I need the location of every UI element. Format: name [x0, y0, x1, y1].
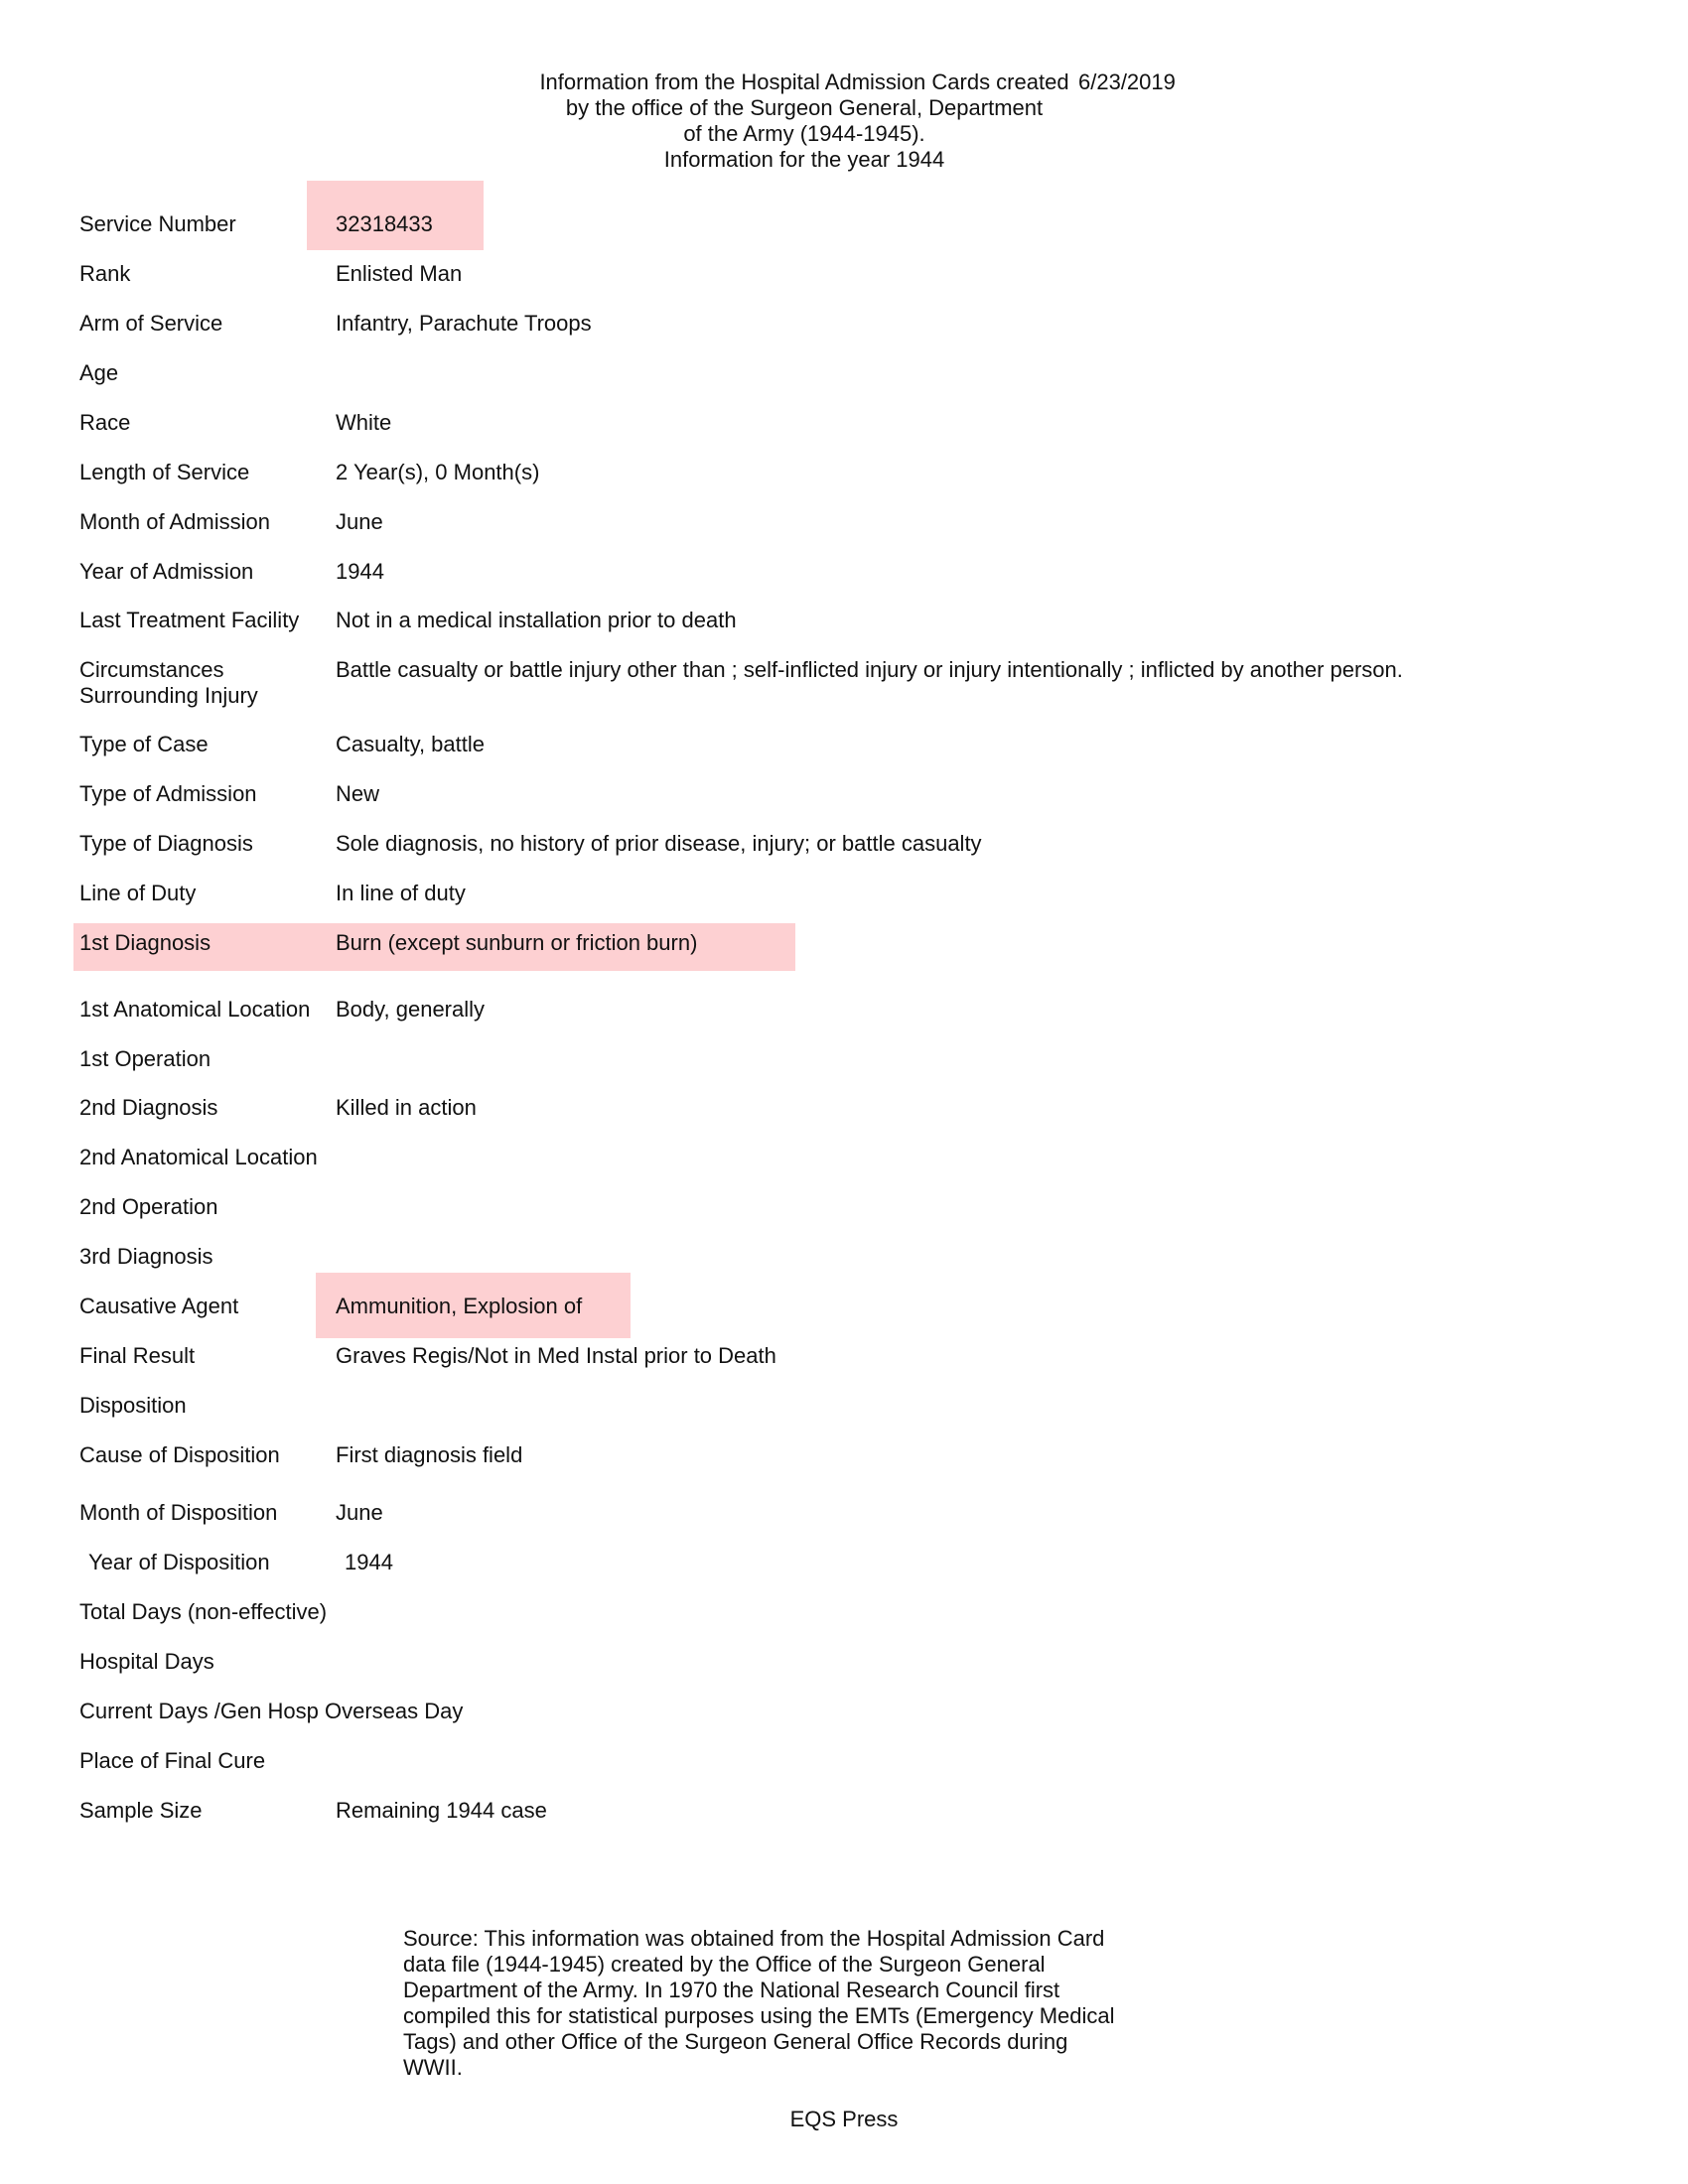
field-row: [79, 1599, 1628, 1649]
field-label: Month of Disposition: [79, 1500, 278, 1525]
field-label: 1st Diagnosis: [79, 930, 211, 955]
field-label-line: Circumstances: [79, 657, 224, 682]
field-label: Hospital Days: [79, 1649, 214, 1674]
field-row: [79, 1046, 1628, 1096]
field-row: [79, 1145, 1628, 1194]
field-value: 32318433: [336, 211, 433, 236]
field-label: Sample Size: [79, 1798, 203, 1823]
header-line: by the office of the Surgeon General, Department: [565, 95, 1044, 120]
field-row: [79, 732, 1628, 781]
field-label: Current Days /Gen Hosp Overseas Day: [79, 1699, 464, 1723]
field-row: [79, 1294, 1628, 1343]
field-row: [79, 1244, 1628, 1294]
field-label: Cause of Disposition: [79, 1442, 280, 1467]
field-row: [79, 997, 1628, 1046]
field-label: Month of Admission: [79, 509, 270, 534]
field-row: [79, 1343, 1628, 1393]
source-line: data file (1944-1945) created by the Office of the Surgeon General: [403, 1952, 1046, 1977]
field-value: 2 Year(s), 0 Month(s): [336, 460, 540, 484]
field-value: Killed in action: [336, 1095, 477, 1120]
field-value: Body, generally: [336, 997, 486, 1022]
field-row: [79, 1095, 1628, 1145]
field-value: Battle casualty or battle injury other than ; self-inflicted injury or injury intentionally ; inflicted by another person.: [336, 657, 1403, 682]
field-label: Type of Admission: [79, 781, 257, 806]
field-label: Service Number: [79, 211, 236, 236]
publisher-footer: EQS Press: [789, 2107, 899, 2131]
field-value: Enlisted Man: [336, 261, 463, 286]
source-line: Department of the Army. In 1970 the National Research Council first: [403, 1978, 1060, 2002]
field-label: Year of Disposition: [88, 1550, 270, 1574]
field-value: 1944: [345, 1550, 393, 1574]
field-row: [79, 930, 1628, 980]
source-note: [403, 1926, 1158, 2081]
field-value: June: [336, 509, 383, 534]
field-label: Disposition: [79, 1393, 187, 1418]
field-row: [79, 360, 1628, 410]
field-row: [79, 1699, 1628, 1748]
field-row: [79, 1393, 1628, 1442]
field-row: [79, 1550, 1628, 1599]
field-label: Total Days (non-effective): [79, 1599, 328, 1624]
field-value: Graves Regis/Not in Med Instal prior to Death: [336, 1343, 776, 1368]
header-line: of the Army (1944-1945).: [683, 121, 925, 146]
field-row: [79, 311, 1628, 360]
field-row: [79, 781, 1628, 831]
field-value: Not in a medical installation prior to death: [336, 608, 737, 632]
field-row: [79, 410, 1628, 460]
source-line: Tags) and other Office of the Surgeon General Office Records during: [403, 2029, 1068, 2054]
field-label: Final Result: [79, 1343, 196, 1368]
field-value: New: [336, 781, 380, 806]
field-row: [79, 1442, 1628, 1492]
header-line: Information from the Hospital Admission Cards created: [539, 69, 1069, 94]
field-label: 2nd Anatomical Location: [79, 1145, 318, 1169]
field-row: [79, 509, 1628, 559]
field-value: Burn (except sunburn or friction burn): [336, 930, 698, 955]
field-row: [79, 1500, 1628, 1550]
field-label: 1st Anatomical Location: [79, 997, 311, 1022]
field-row: [79, 559, 1628, 609]
field-label: Place of Final Cure: [79, 1748, 266, 1773]
field-row: [79, 1748, 1628, 1798]
field-label: 2nd Operation: [79, 1194, 218, 1219]
field-value: First diagnosis field: [336, 1442, 523, 1467]
field-label: Race: [79, 410, 131, 435]
field-row: [79, 261, 1628, 311]
field-value: White: [336, 410, 392, 435]
field-value: Casualty, battle: [336, 732, 486, 756]
field-label: 3rd Diagnosis: [79, 1244, 213, 1269]
field-value: 1944: [336, 559, 384, 584]
field-row: [79, 608, 1628, 657]
field-value: June: [336, 1500, 383, 1525]
field-label: 2nd Diagnosis: [79, 1095, 218, 1120]
field-row: [79, 881, 1628, 930]
field-label: Arm of Service: [79, 311, 223, 336]
field-label: Type of Diagnosis: [79, 831, 253, 856]
field-label: Age: [79, 360, 119, 385]
field-row: [79, 211, 1628, 261]
field-label: Rank: [79, 261, 131, 286]
print-date: 6/23/2019: [1078, 69, 1176, 94]
source-line: Source: This information was obtained from the Hospital Admission Card: [403, 1926, 1105, 1951]
field-label: [79, 657, 258, 709]
field-row: [79, 1649, 1628, 1699]
field-value: In line of duty: [336, 881, 466, 905]
document-header: [457, 69, 1152, 173]
field-row: [79, 831, 1628, 881]
field-value: Sole diagnosis, no history of prior disease, injury; or battle casualty: [336, 831, 982, 856]
source-line: WWII.: [403, 2055, 463, 2080]
field-value: Ammunition, Explosion of: [336, 1294, 583, 1318]
field-row: [79, 460, 1628, 509]
field-label: 1st Operation: [79, 1046, 211, 1071]
field-row: [79, 1194, 1628, 1244]
field-label: Year of Admission: [79, 559, 254, 584]
source-line: compiled this for statistical purposes using the EMTs (Emergency Medical: [403, 2003, 1115, 2028]
field-row: [79, 1798, 1628, 1847]
field-label: Length of Service: [79, 460, 250, 484]
field-label-line: Surrounding Injury: [79, 683, 258, 708]
field-label: Type of Case: [79, 732, 209, 756]
header-line: Information for the year 1944: [663, 147, 945, 172]
field-value: Remaining 1944 case: [336, 1798, 547, 1823]
field-label: Line of Duty: [79, 881, 197, 905]
field-row: [79, 657, 1628, 731]
field-value: Infantry, Parachute Troops: [336, 311, 592, 336]
field-label: Causative Agent: [79, 1294, 239, 1318]
field-label: Last Treatment Facility: [79, 608, 300, 632]
